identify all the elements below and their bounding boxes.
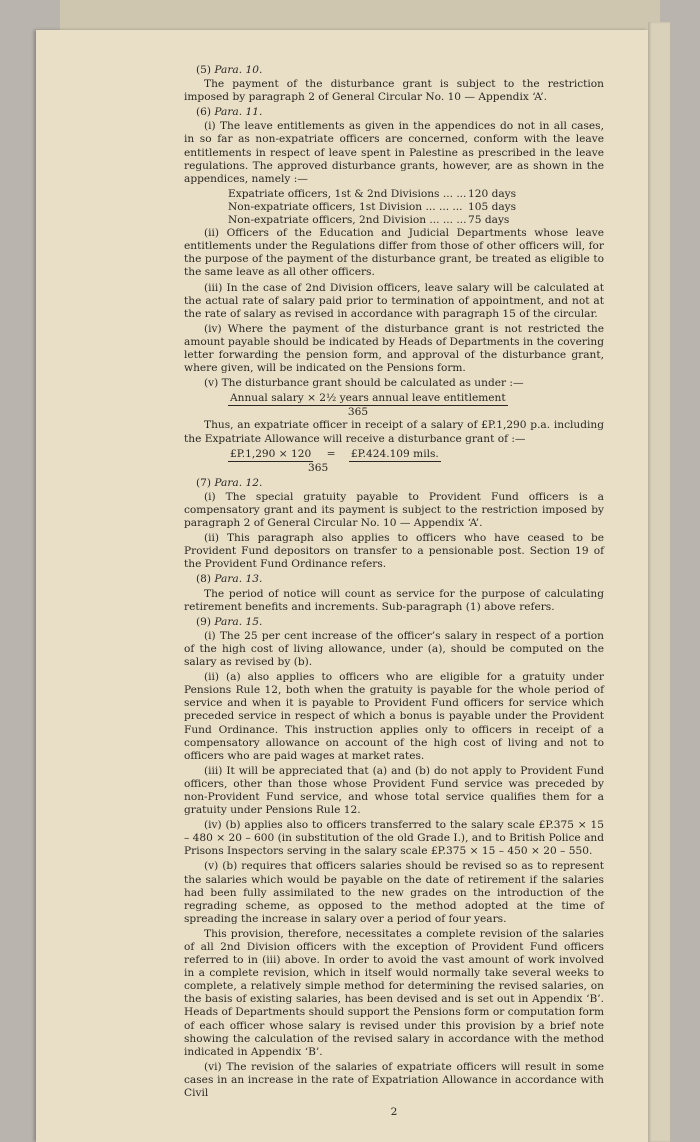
leave-row: Non-expatriate officers, 1st Division ... ... ... 105 days [228, 200, 517, 213]
section-heading: (5) Para. 10. [196, 64, 263, 76]
paragraph: (iv) (b) applies also to officers transferred to the salary scale £P.375 × 15 – 480 × 20 – 600 (in substitution of the old Grade I.), and to British Police and Prisons Inspectors serving in the salary scale £P.375 × 15 – 450 × 20 – 550. [184, 819, 604, 858]
paragraph: The period of notice will count as service for the purpose of calculating retirement benefits and increments. Sub-paragraph (1) above refers. [184, 587, 604, 613]
page-number: 2 [390, 1106, 398, 1119]
section-heading: (7) Para. 12. [196, 476, 263, 489]
paragraph: (iii) In the case of 2nd Division officers, leave salary will be calculated at the actual rate of salary paid prior to termination of appointment, and not at the rate of salary as revised in accordance with paragraph 15 of the circular. [184, 281, 604, 320]
section-heading: (8) Para. 13. [196, 573, 263, 586]
paragraph: (v) (b) requires that officers salaries should be revised so as to represent the salaries which would be payable on the date of retirement if the salaries had been fully assimilated to the new grades on the introduction of the regrading scheme, as opposed to the method adopted at the time of spreading the increase in salary over a period of four years. [184, 860, 604, 925]
section-heading: (6) Para. 11. [196, 106, 263, 119]
section-heading: (9) Para. 15. [196, 615, 263, 628]
paragraph: (ii) Officers of the Education and Judicial Departments whose leave entitlements under the Regulations differ from those of other officers will, for the purpose of the payment of the disturbance grant, be treated as eligible to the same leave as all other officers. [184, 227, 604, 279]
paragraph: The payment of the disturbance grant is subject to the restriction imposed by paragraph 2 of General Circular No. 10 — Appendix ‘A’. [184, 78, 604, 104]
formula-denominator: 365 [308, 461, 329, 474]
paragraph: (ii) (a) also applies to officers who are eligible for a gratuity under Pensions Rule 12, both when the gratuity is payable for the whole period of service and when it is payable to Provident Fund officers for service which preceded service in respect of which a bonus is payable under the Provident Fund Ordinance. This instruction applies only to officers in receipt of a compensatory allowance on account of the high cost of living and not to officers who are paid wages at market rates. [184, 671, 604, 762]
formula-denominator: 365 [347, 406, 369, 419]
formula [228, 392, 604, 419]
formula [228, 448, 604, 475]
formula-numerator: Annual salary × 2½ years annual leave entitlement [228, 392, 508, 406]
leave-row: Expatriate officers, 1st & 2nd Divisions ... ... 120 days [228, 187, 517, 200]
paragraph: (vi) The revision of the salaries of expatriate officers will result in some cases in an increase in the rate of Expatriation Allowance in accordance with Civil [184, 1060, 604, 1100]
paragraph: (iii) It will be appreciated that (a) and (b) do not apply to Provident Fund officers, other than those whose Provident Fund service was preceded by non-Provident Fund service, and whose total service qualifies them for a gratuity under Pensions Rule 12. [184, 764, 604, 817]
top-edge [60, 0, 660, 30]
paragraph: (i) The leave entitlements as given in the appendices do not in all cases, in so far as non-expatriate officers are concerned, conform with the leave entitlements in respect of leave spent in Palestine as prescribed in the leave regulations. The approved disturbance grants, however, are as shown in the appendices, namely :— [184, 120, 604, 185]
paragraph: (iv) Where the payment of the disturbance grant is not restricted the amount payable should be indicated by Heads of Departments in the covering letter forwarding the pension form, and approval of the disturbance grant, where given, will be indicated on the Pensions form. [184, 322, 604, 375]
formula-numerator: £P.1,290 × 120 [228, 448, 313, 462]
paragraph: (i) The special gratuity payable to Provident Fund officers is a compensatory grant and its payment is subject to the restriction imposed by paragraph 2 of General Circular No. 10 — Appendix ‘A’. [184, 490, 604, 530]
paragraph: Thus, an expatriate officer in receipt of a salary of £P.1,290 p.a. including the Expatriate Allowance will receive a disturbance grant of :— [184, 419, 604, 445]
paragraph: (ii) This paragraph also applies to officers who have ceased to be Provident Fund depositors on transfer to a pensionable post. Section 19 of the Provident Fund Ordinance refers. [184, 532, 604, 571]
formula-equals: = [326, 447, 336, 460]
document-body [184, 62, 604, 1119]
paragraph: (v) The disturbance grant should be calculated as under :— [204, 377, 524, 390]
right-page-edge [648, 22, 670, 1142]
paragraph: This provision, therefore, necessitates a complete revision of the salaries of all 2nd Division officers with the exception of Provident Fund officers referred to in (iii) above. In order to avoid the vast amount of work involved in a complete revision, which in itself would normally take several weeks to complete, a relatively simple method for determining the revised salaries, on the basis of existing salaries, has been devised and is set out in Appendix ‘B’. Heads of Departments should support the Pensions form or computation form of each officer whose salary is revised under this provision by a brief note showing the calculation of the revised salary in accordance with the method indicated in Appendix ‘B’. [184, 927, 604, 1058]
formula-result: £P.424.109 mils. [349, 448, 441, 462]
paragraph: (i) The 25 per cent increase of the officer’s salary in respect of a portion of the high cost of living allowance, under (a), should be computed on the salary as revised by (b). [184, 629, 604, 669]
leave-row: Non-expatriate officers, 2nd Division ... ... ... 75 days [228, 214, 510, 227]
